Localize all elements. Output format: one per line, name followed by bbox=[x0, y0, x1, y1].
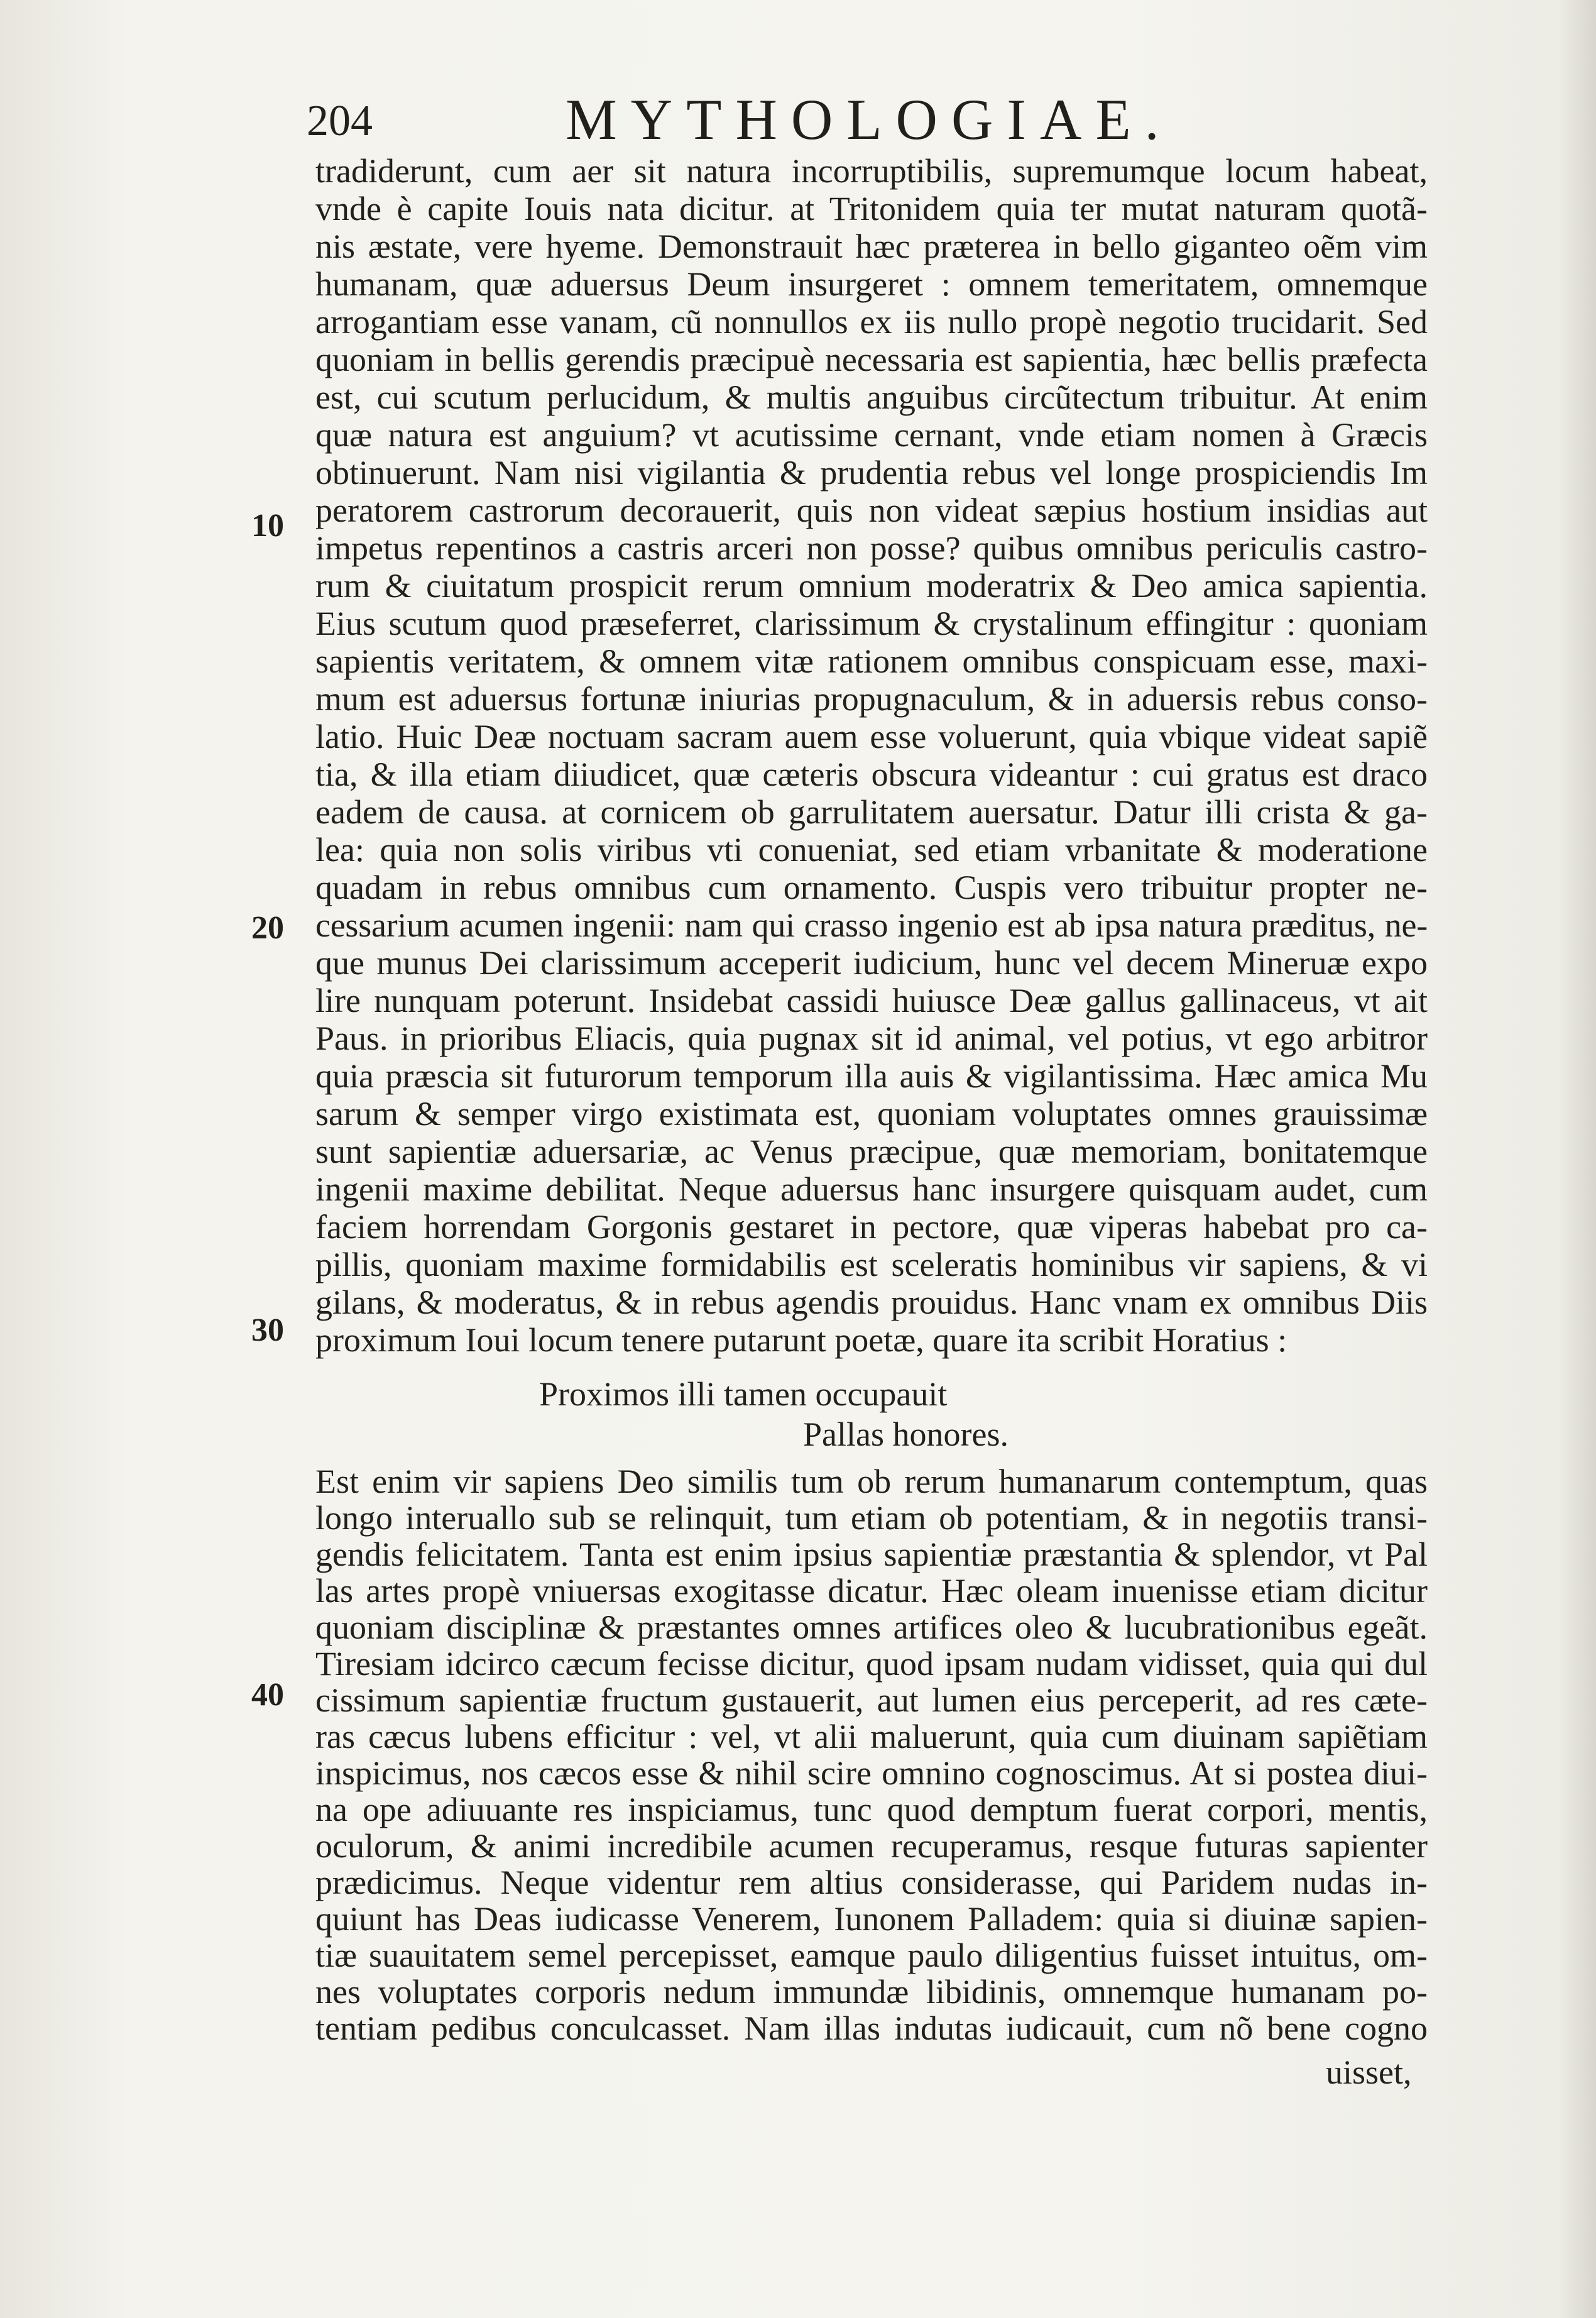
text-line: que munus Dei clarissimum acceperit iudicium, hunc vel decem Mineruæ expo bbox=[315, 944, 1428, 982]
text-line: sapientis veritatem, & omnem vitæ rationem omnibus conspicuam esse, maxi- bbox=[315, 642, 1428, 680]
text-line: gilans, & moderatus, & in rebus agendis prouidus. Hanc vnam ex omnibus Diis bbox=[315, 1283, 1428, 1321]
text-line: gendis felicitatem. Tanta est enim ipsius sapientiæ præstantia & splendor, vt Pal bbox=[315, 1535, 1428, 1573]
text-line: quia præscia sit futurorum temporum illa auis & vigilantissima. Hæc amica Mu bbox=[315, 1057, 1428, 1095]
text-line: quoniam in bellis gerendis præcipuè necessaria est sapientia, hæc bellis præfecta bbox=[315, 341, 1428, 378]
text-line: sarum & semper virgo existimata est, quoniam voluptates omnes grauissimæ bbox=[315, 1095, 1428, 1133]
text-line: inspicimus, nos cæcos esse & nihil scire omnino cognoscimus. At si postea diui- bbox=[315, 1754, 1428, 1792]
text-line: mum est aduersus fortunæ iniurias propugnaculum, & in aduersis rebus conso- bbox=[315, 680, 1428, 718]
text-line: proximum Ioui locum tenere putarunt poetæ, quare ita scribit Horatius : bbox=[315, 1321, 1287, 1359]
text-line: longo interuallo sub se relinquit, tum etiam ob potentiam, & in negotiis transi- bbox=[315, 1499, 1428, 1537]
line-number-20: 20 bbox=[251, 910, 284, 946]
text-line: na ope adiuuante res inspiciamus, tunc quod demptum fuerat corpori, mentis, bbox=[315, 1791, 1428, 1828]
text-line: cissimum sapientiæ fructum gustauerit, aut lumen eius perceperit, ad res cæte- bbox=[315, 1681, 1428, 1719]
text-line: tia, & illa etiam diiudicet, quæ cæteris obscura videantur : cui gratus est draco bbox=[315, 755, 1428, 793]
verse-line-1: Proximos illi tamen occupauit bbox=[539, 1375, 948, 1413]
text-line: arrogantiam esse vanam, cũ nonnullos ex iis nullo propè negotio trucidarit. Sed bbox=[315, 303, 1428, 341]
text-line: prædicimus. Neque videntur rem altius considerasse, qui Paridem nudas in- bbox=[315, 1864, 1428, 1901]
text-line: quiunt has Deas iudicasse Venerem, Iunonem Palladem: quia si diuinæ sapien- bbox=[315, 1900, 1428, 1938]
text-line: tiæ suauitatem semel percepisset, eamque paulo diligentius fuisset intuitus, om- bbox=[315, 1936, 1428, 1974]
text-line: pillis, quoniam maxime formidabilis est sceleratis hominibus vir sapiens, & vi bbox=[315, 1246, 1428, 1283]
text-line: nis æstate, vere hyeme. Demonstrauit hæc præterea in bello giganteo oẽm vim bbox=[315, 228, 1428, 265]
text-line: sunt sapientiæ aduersariæ, ac Venus præcipue, quæ memoriam, bonitatemque bbox=[315, 1133, 1428, 1170]
text-line: Eius scutum quod præseferret, clarissimum & crystalinum effingitur : quoniam bbox=[315, 605, 1428, 642]
text-line: faciem horrendam Gorgonis gestaret in pectore, quæ viperas habebat pro ca- bbox=[315, 1208, 1428, 1246]
verse-line-2: Pallas honores. bbox=[803, 1415, 1008, 1453]
running-title: MYTHOLOGIAE. bbox=[566, 87, 1173, 151]
text-line: nes voluptates corporis nedum immundæ libidinis, omnemque humanam po- bbox=[315, 1973, 1428, 2011]
text-line: Tiresiam idcirco cæcum fecisse dicitur, quod ipsam nudam vidisset, quia qui dul bbox=[315, 1645, 1428, 1683]
text-line: est, cui scutum perlucidum, & multis anguibus circũtectum tribuitur. At enim bbox=[315, 378, 1428, 416]
text-line: rum & ciuitatum prospicit rerum omnium moderatrix & Deo amica sapientia. bbox=[315, 567, 1428, 605]
text-line: impetus repentinos a castris arceri non posse? quibus omnibus periculis castro- bbox=[315, 529, 1428, 567]
text-line: peratorem castrorum decorauerit, quis non videat sæpius hostium insidias aut bbox=[315, 492, 1428, 529]
text-line: quadam in rebus omnibus cum ornamento. Cuspis vero tribuitur propter ne- bbox=[315, 869, 1428, 906]
text-line: las artes propè vniuersas exogitasse dicatur. Hæc oleam inuenisse etiam dicitur bbox=[315, 1572, 1428, 1610]
text-line: ras cæcus lubens efficitur : vel, vt alii maluerunt, quia cum diuinam sapiẽtiam bbox=[315, 1718, 1428, 1755]
text-line: oculorum, & animi incredibile acumen recuperamus, resque futuras sapienter bbox=[315, 1827, 1428, 1865]
text-line: eadem de causa. at cornicem ob garrulitatem auersatur. Datur illi crista & ga- bbox=[315, 793, 1428, 831]
text-line: vnde è capite Iouis nata dicitur. at Tritonidem quia ter mutat naturam quotã- bbox=[315, 190, 1428, 228]
text-line: Est enim vir sapiens Deo similis tum ob rerum humanarum contemptum, quas bbox=[315, 1463, 1428, 1500]
text-line: quoniam disciplinæ & præstantes omnes artifices oleo & lucubrationibus egeãt. bbox=[315, 1608, 1428, 1646]
text-line: cessarium acumen ingenii: nam qui crasso ingenio est ab ipsa natura præditus, ne- bbox=[315, 906, 1428, 944]
line-number-40: 40 bbox=[251, 1677, 284, 1713]
line-number-10: 10 bbox=[251, 508, 284, 544]
text-line: ingenii maxime debilitat. Neque aduersus hanc insurgere quisquam audet, cum bbox=[315, 1170, 1428, 1208]
text-line: lea: quia non solis viribus vti conueniat, sed etiam vrbanitate & moderatione bbox=[315, 831, 1428, 869]
text-line: humanam, quæ aduersus Deum insurgeret : omnem temeritatem, omnemque bbox=[315, 265, 1428, 303]
text-line: lire nunquam poterunt. Insidebat cassidi huiusce Deæ gallus gallinaceus, vt ait bbox=[315, 982, 1428, 1019]
text-line: quæ natura est anguium? vt acutissime cernant, vnde etiam nomen à Græcis bbox=[315, 416, 1428, 454]
page-number: 204 bbox=[307, 97, 373, 145]
text-line: latio. Huic Deæ noctuam sacram auem esse voluerunt, quia vbique videat sapiẽ bbox=[315, 718, 1428, 755]
page-edge-shadow bbox=[1558, 0, 1596, 2318]
text-line: Paus. in prioribus Eliacis, quia pugnax sit id animal, vel potius, vt ego arbitror bbox=[315, 1019, 1428, 1057]
text-line: tradiderunt, cum aer sit natura incorruptibilis, supremumque locum habeat, bbox=[315, 152, 1428, 190]
text-line: tentiam pedibus conculcasset. Nam illas indutas iudicauit, cum nõ bene cogno bbox=[315, 2009, 1428, 2047]
line-number-30: 30 bbox=[251, 1312, 284, 1348]
text-line: obtinuerunt. Nam nisi vigilantia & prudentia rebus vel longe prospiciendis Im bbox=[315, 454, 1428, 492]
catchword: uisset, bbox=[1326, 2053, 1412, 2091]
